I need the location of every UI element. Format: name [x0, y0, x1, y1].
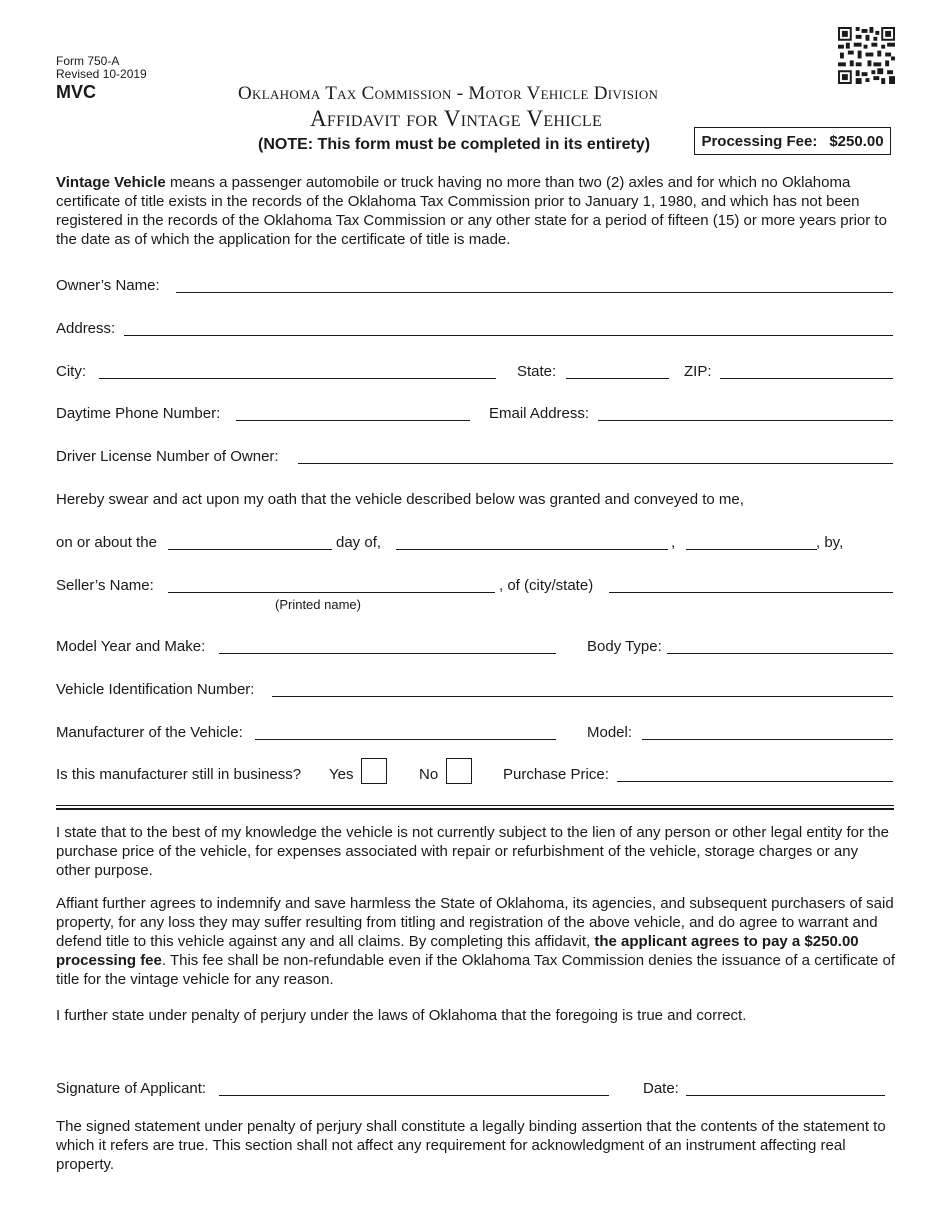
fee-amount: $250.00	[829, 132, 884, 150]
section-divider-thick	[56, 808, 894, 810]
indemnify-text-1: Affiant further agrees to indemnify and save harmless the State of Oklahoma, its agencies, and subsequent purchasers of said property, for any loss they may suffer resulting from titling and registration of the above vehicle, and do agree to warrant and defend title to this vehicle against any and all claims. By completing this affidavit,	[56, 895, 894, 950]
no-label: No	[419, 766, 439, 783]
binding-statement: The signed statement under penalty of perjury shall constitute a legally binding assertion that the contents of the statement to which it refers are true. This section shall not affect any requirement for acknowledgment of an instrument affecting real property.	[56, 1118, 886, 1173]
purchase-price-label: Purchase Price:	[503, 766, 609, 783]
address-field[interactable]	[124, 335, 893, 336]
qr-code-icon	[838, 27, 895, 84]
state-field[interactable]	[566, 378, 669, 379]
definition-text: means a passenger automobile or truck having no more than two (2) axles and for which no Oklahoma certificate of title exists in the records of the Oklahoma Tax Commission prior to January 1, 1980, and which has not been registered in the records of the Oklahoma Tax Commission or any other state for a period of fifteen (15) or more years prior to the date as of which the application for the certificate of title is made.	[56, 174, 887, 248]
model-year-make-label: Model Year and Make:	[56, 638, 206, 655]
yes-checkbox[interactable]	[361, 758, 387, 784]
signature-label: Signature of Applicant:	[56, 1080, 207, 1097]
driver-license-field[interactable]	[298, 463, 893, 464]
manufacturer-label: Manufacturer of the Vehicle:	[56, 724, 243, 741]
date-comma: ,	[671, 534, 676, 551]
seller-name-field[interactable]	[168, 592, 495, 593]
oath-text: Hereby swear and act upon my oath that the vehicle described below was granted and conveyed to me,	[56, 491, 744, 508]
date-field[interactable]	[686, 1095, 885, 1096]
vin-field[interactable]	[272, 696, 893, 697]
day-field[interactable]	[168, 549, 332, 550]
indemnify-statement	[56, 894, 896, 989]
definition-term: Vintage Vehicle	[56, 174, 166, 191]
model-label: Model:	[587, 724, 633, 741]
owner-name-label: Owner’s Name:	[56, 277, 160, 294]
zip-label: ZIP:	[684, 363, 712, 380]
year-field[interactable]	[686, 549, 817, 550]
state-label: State:	[517, 363, 557, 380]
form-number: Form 750-A	[56, 54, 120, 68]
section-divider	[56, 805, 894, 806]
driver-license-label: Driver License Number of Owner:	[56, 448, 279, 465]
processing-fee-box	[694, 127, 891, 155]
of-city-state-label: , of (city/state)	[499, 577, 594, 594]
purchase-price-field[interactable]	[617, 781, 893, 782]
lien-statement: I state that to the best of my knowledge the vehicle is not currently subject to the lien of any person or other legal entity for the purchase price of the vehicle, for expenses associated with repair or refurbishment of the vehicle, storage charges or any other purpose.	[56, 824, 889, 879]
model-year-make-field[interactable]	[219, 653, 556, 654]
seller-name-label: Seller’s Name:	[56, 577, 154, 594]
city-field[interactable]	[99, 378, 496, 379]
phone-label: Daytime Phone Number:	[56, 405, 221, 422]
by-label: , by,	[816, 534, 844, 551]
yes-label: Yes	[329, 766, 354, 783]
vintage-definition	[56, 173, 896, 249]
email-label: Email Address:	[489, 405, 590, 422]
body-type-field[interactable]	[667, 653, 893, 654]
zip-field[interactable]	[720, 378, 893, 379]
indemnify-fee-bold: the applicant agrees to pay a $250.00 processing fee	[56, 933, 859, 969]
date-label: Date:	[643, 1080, 679, 1097]
revised-date: Revised 10-2019	[56, 67, 147, 81]
address-label: Address:	[56, 320, 116, 337]
still-in-business-label: Is this manufacturer still in business?	[56, 766, 302, 783]
email-field[interactable]	[598, 420, 893, 421]
form-title: Affidavit for Vintage Vehicle	[310, 106, 603, 131]
completion-note: (NOTE: This form must be completed in its entirety)	[258, 136, 651, 153]
month-field[interactable]	[396, 549, 668, 550]
phone-field[interactable]	[236, 420, 470, 421]
signature-field[interactable]	[219, 1095, 609, 1096]
no-checkbox[interactable]	[446, 758, 472, 784]
body-type-label: Body Type:	[587, 638, 662, 655]
division-code: MVC	[56, 82, 96, 102]
seller-city-state-field[interactable]	[609, 592, 893, 593]
manufacturer-field[interactable]	[255, 739, 556, 740]
vin-label: Vehicle Identification Number:	[56, 681, 255, 698]
owner-name-field[interactable]	[176, 292, 893, 293]
printed-name-caption: (Printed name)	[275, 597, 361, 612]
model-field[interactable]	[642, 739, 893, 740]
indemnify-text-2: . This fee shall be non-refundable even if the Oklahoma Tax Commission denies the issuance of a certificate of title for the vintage vehicle for any reason.	[56, 952, 896, 988]
on-or-about-label: on or about the	[56, 534, 157, 551]
day-of-label: day of,	[336, 534, 382, 551]
fee-label: Processing Fee:	[701, 132, 818, 150]
city-label: City:	[56, 363, 86, 380]
perjury-statement: I further state under penalty of perjury under the laws of Oklahoma that the foregoing is true and correct.	[56, 1007, 747, 1024]
agency-title: Oklahoma Tax Commission - Motor Vehicle Division	[238, 83, 659, 104]
